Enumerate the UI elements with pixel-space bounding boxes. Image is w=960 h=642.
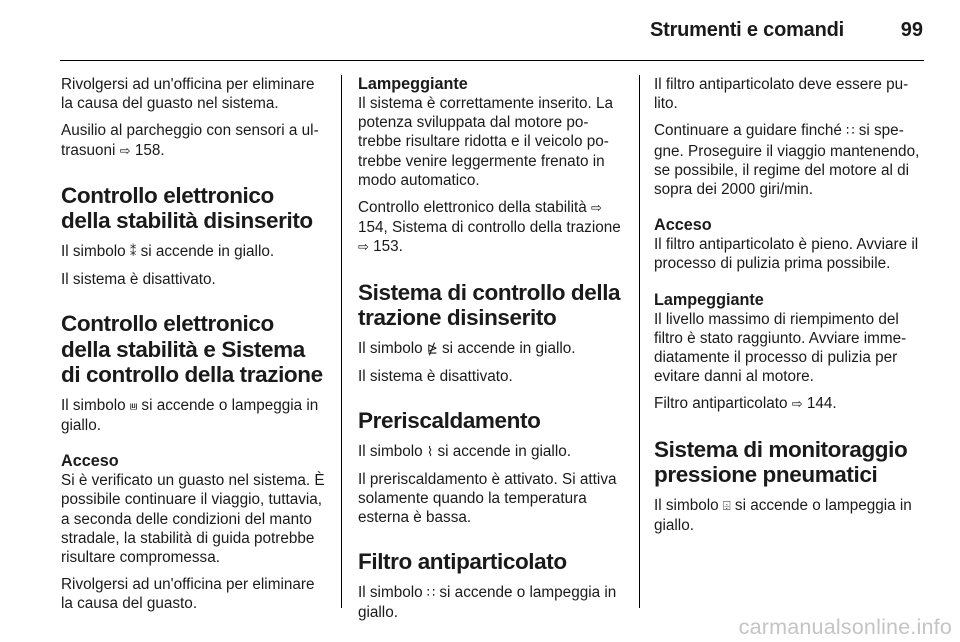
text-run: si accende in giallo.	[136, 242, 275, 260]
subsection-heading: Acceso	[654, 216, 712, 235]
text-run: Il simbolo	[358, 442, 427, 460]
text-run: si accende in giallo.	[433, 442, 571, 460]
text-run: Continuare a guidare finché	[654, 122, 847, 140]
paragraph	[358, 339, 626, 359]
column-1	[61, 75, 326, 622]
paragraph: Il sistema è disattivato.	[358, 367, 513, 385]
page-number: 99	[900, 19, 923, 41]
warning-symbol-icon: ∷	[846, 124, 855, 140]
text-run: si spegne. Proseguire il viaggio mantenendo, se possibile, il regime del motore al di sopra dei 2000 giri/min.	[654, 122, 920, 199]
text-run: 144.	[802, 395, 837, 413]
paragraph	[358, 442, 626, 462]
text-run: Il simbolo	[61, 242, 130, 260]
text-run: 154, Sistema di controllo della trazione	[358, 219, 621, 237]
section-heading: Filtro antiparticolato	[358, 549, 567, 575]
page-header	[0, 0, 960, 60]
text-run: si accende in giallo.	[437, 339, 576, 357]
paragraph	[654, 121, 924, 199]
warning-symbol-icon: ⌇	[426, 444, 434, 460]
paragraph: Il sistema è correttamente inserito. La potenza sviluppata dal motore potrebbe risultare ridotta e il veicolo potrebbe venire leggermente frenato in modo automatico.	[358, 95, 614, 189]
section-heading: Controllo elettronico della stabilità disinserito	[61, 182, 313, 234]
paragraph	[61, 242, 326, 262]
subsection-heading: Acceso	[61, 452, 119, 471]
warning-symbol-icon: ⋭	[426, 341, 438, 357]
section-heading: Sistema di monitoraggio pressione pneumatici	[654, 436, 908, 488]
warning-symbol-icon: ⁑	[129, 244, 137, 260]
page-reference-arrow-icon: ⇨	[791, 397, 803, 413]
text-run: Il simbolo	[654, 496, 723, 514]
paragraph	[654, 496, 924, 535]
header-rule	[60, 60, 924, 61]
text-run: si accende o lampeggia in giallo.	[358, 583, 617, 622]
text-run: 153.	[368, 238, 403, 256]
text-run: Il simbolo	[358, 339, 427, 357]
subsection-heading: Lampeggiante	[358, 75, 468, 93]
paragraph	[358, 198, 626, 258]
paragraph: Il filtro antiparticolato deve essere pulito.	[654, 76, 909, 113]
paragraph: Rivolgersi ad un'officina per eliminare la causa del guasto nel sistema.	[61, 76, 315, 113]
paragraph: Rivolgersi ad un'officina per eliminare la causa del guasto.	[61, 576, 315, 613]
text-run: Controllo elettronico della stabilità	[358, 199, 591, 217]
paragraph	[358, 583, 626, 622]
warning-symbol-icon: ⌹	[722, 498, 731, 514]
column-3	[654, 75, 924, 543]
paragraph: Il filtro antiparticolato è pieno. Avviare il processo di pulizia prima possibile.	[654, 236, 919, 273]
paragraph: Il sistema è disattivato.	[61, 271, 216, 289]
paragraph	[61, 121, 326, 160]
running-header-title: Strumenti e comandi	[649, 19, 844, 41]
paragraph	[654, 394, 924, 414]
watermark: carmanualsonline.info	[738, 615, 952, 639]
column-2	[358, 75, 626, 630]
paragraph: Il livello massimo di riempimento del filtro è stato raggiunto. Avviare immediatamente il processo di pulizia per evitare danni al motore.	[654, 310, 907, 386]
section-heading: Sistema di controllo della trazione disinserito	[358, 279, 621, 331]
subsection-heading: Lampeggiante	[654, 290, 764, 309]
paragraph	[61, 396, 326, 435]
section-heading: Controllo elettronico della stabilità e Sistema di controllo della trazione	[61, 311, 323, 388]
paragraph: Si è verificato un guasto nel sistema. È possibile continuare il viaggio, tuttavia, a seconda delle condizioni del manto stradale, la stabilità di guida potrebbe risultare compromessa.	[61, 472, 325, 566]
section-heading: Preriscaldamento	[358, 408, 541, 434]
text-run: 158.	[130, 141, 165, 159]
column-divider-2	[639, 75, 640, 608]
warning-symbol-icon: ⩏	[129, 398, 138, 414]
page-reference-arrow-icon: ⇨	[358, 240, 369, 256]
page-reference-arrow-icon: ⇨	[119, 143, 131, 159]
text-run: si accende o lampeggia in giallo.	[61, 396, 319, 434]
text-run: si accende o lampeggia in giallo.	[654, 496, 912, 534]
text-run: Il simbolo	[358, 583, 427, 601]
text-run: Filtro antiparticolato	[654, 395, 792, 413]
paragraph: Il preriscaldamento è attivato. Si attiva solamente quando la temperatura esterna è bassa.	[358, 470, 617, 527]
column-divider-1	[341, 75, 342, 608]
text-run: Il simbolo	[61, 396, 130, 414]
warning-symbol-icon: ∷	[426, 585, 436, 601]
text-run: Ausilio al parcheggio con sensori a ultrasuoni	[61, 122, 319, 159]
page-reference-arrow-icon: ⇨	[590, 201, 602, 217]
